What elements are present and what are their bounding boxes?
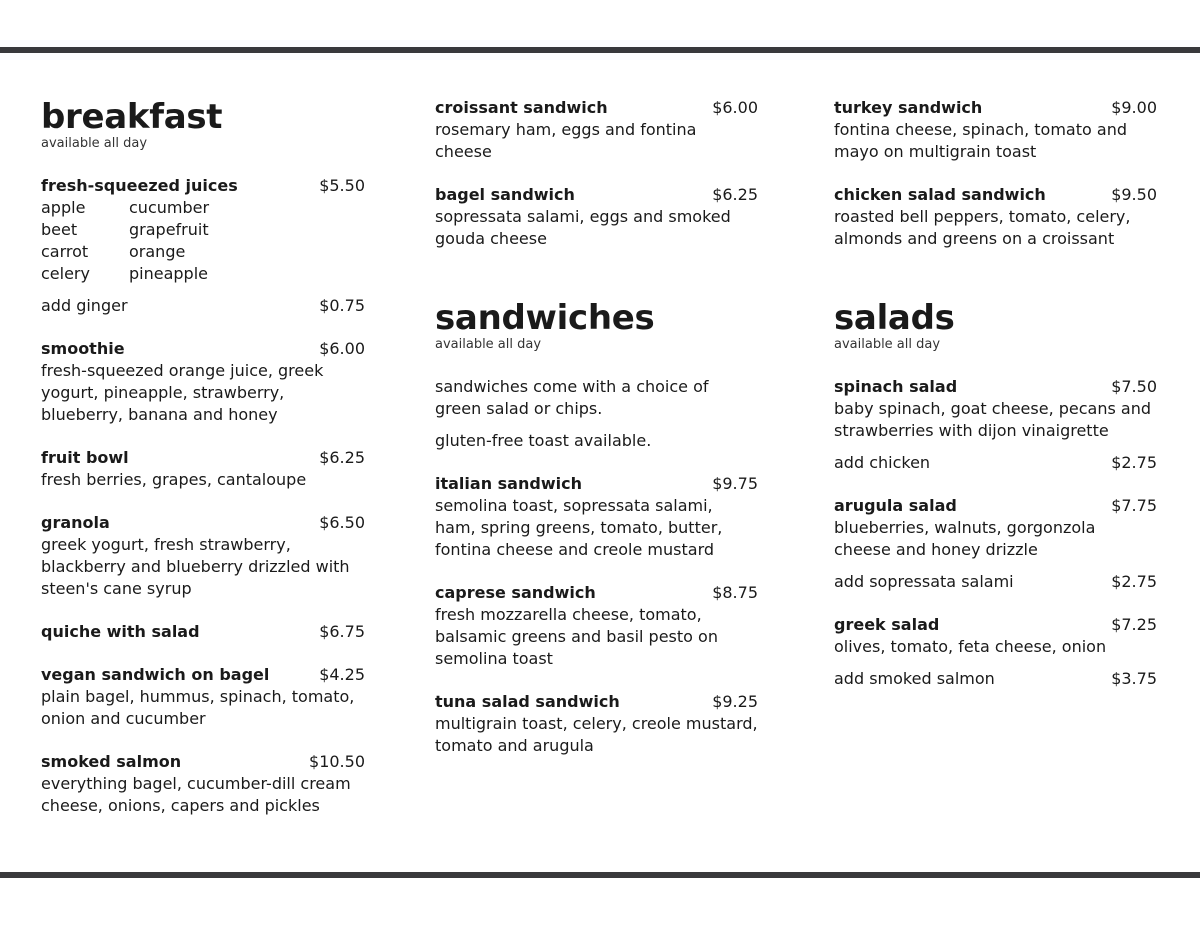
item-description: baby spinach, goat cheese, pecans and strawberries with dijon vinaigrette bbox=[834, 399, 1152, 440]
addon-smoked-salmon bbox=[834, 668, 1157, 690]
item-name: chicken salad sandwich bbox=[834, 185, 1046, 204]
item-price: $6.75 bbox=[319, 622, 365, 641]
item-description: multigrain toast, celery, creole mustard, tomato and arugula bbox=[435, 714, 758, 755]
item-name: vegan sandwich on bagel bbox=[41, 665, 270, 684]
sandwiches-title: sandwiches bbox=[435, 298, 655, 338]
item-price: $9.00 bbox=[1111, 98, 1157, 117]
item-name: caprese sandwich bbox=[435, 583, 596, 602]
addon-price: $3.75 bbox=[1111, 669, 1157, 688]
item-price: $9.50 bbox=[1111, 185, 1157, 204]
menu-item-turkey-sandwich bbox=[834, 97, 1157, 163]
addon-name: add smoked salmon bbox=[834, 669, 995, 688]
item-price: $5.50 bbox=[319, 176, 365, 195]
addon-price: $2.75 bbox=[1111, 453, 1157, 472]
breakfast-title: breakfast bbox=[41, 97, 223, 137]
item-description: rosemary ham, eggs and fontina cheese bbox=[435, 120, 697, 161]
menu-item-chicken-salad-sandwich bbox=[834, 184, 1157, 250]
salads-column bbox=[834, 97, 1157, 711]
bottom-border bbox=[0, 872, 1200, 878]
addon-name: add chicken bbox=[834, 453, 931, 472]
menu-item-spinach-salad bbox=[834, 376, 1157, 442]
sandwiches-column bbox=[435, 97, 758, 778]
juice-flavors bbox=[41, 197, 365, 285]
sandwiches-note-sides: sandwiches come with a choice of green salad or chips. bbox=[435, 377, 709, 418]
item-name: greek salad bbox=[834, 615, 940, 634]
menu-item-vegan-sandwich bbox=[41, 664, 365, 730]
juice-flavor: orange bbox=[129, 242, 186, 261]
item-price: $7.50 bbox=[1111, 377, 1157, 396]
sandwiches-note-gluten-free: gluten-free toast available. bbox=[435, 431, 652, 450]
addon-sopressata-salami bbox=[834, 571, 1157, 593]
item-name: smoothie bbox=[41, 339, 125, 358]
juice-flavor: beet bbox=[41, 220, 78, 239]
item-description: fresh-squeezed orange juice, greek yogurt, pineapple, strawberry, blueberry, banana and honey bbox=[41, 361, 324, 424]
menu-item-tuna-salad-sandwich bbox=[435, 691, 758, 757]
item-price: $7.75 bbox=[1111, 496, 1157, 515]
menu-item-bagel-sandwich bbox=[435, 184, 758, 250]
item-price: $6.00 bbox=[319, 339, 365, 358]
juice-flavor: apple bbox=[41, 198, 86, 217]
item-name: tuna salad sandwich bbox=[435, 692, 620, 711]
menu-item-granola bbox=[41, 512, 365, 600]
item-description: greek yogurt, fresh strawberry, blackberry and blueberry drizzled with steen's cane syrup bbox=[41, 535, 350, 598]
menu-item-croissant-sandwich bbox=[435, 97, 758, 163]
item-name: croissant sandwich bbox=[435, 98, 608, 117]
menu-item-caprese-sandwich bbox=[435, 582, 758, 670]
item-price: $6.00 bbox=[712, 98, 758, 117]
addon-price: $0.75 bbox=[319, 296, 365, 315]
item-description: roasted bell peppers, tomato, celery, almonds and greens on a croissant bbox=[834, 207, 1131, 248]
item-description: olives, tomato, feta cheese, onion bbox=[834, 637, 1107, 656]
menu-item-fruit-bowl bbox=[41, 447, 365, 491]
item-description: plain bagel, hummus, spinach, tomato, onion and cucumber bbox=[41, 687, 355, 728]
menu-item-smoked-salmon bbox=[41, 751, 365, 817]
juice-flavor: grapefruit bbox=[129, 220, 209, 239]
menu-item-arugula-salad bbox=[834, 495, 1157, 561]
item-name: granola bbox=[41, 513, 110, 532]
menu-item-italian-sandwich bbox=[435, 473, 758, 561]
item-name: smoked salmon bbox=[41, 752, 182, 771]
addon-name: add ginger bbox=[41, 296, 128, 315]
item-description: fresh berries, grapes, cantaloupe bbox=[41, 470, 307, 489]
item-price: $8.75 bbox=[712, 583, 758, 602]
salads-title: salads bbox=[834, 298, 955, 338]
item-name: italian sandwich bbox=[435, 474, 582, 493]
item-description: sopressata salami, eggs and smoked gouda cheese bbox=[435, 207, 731, 248]
item-price: $6.25 bbox=[319, 448, 365, 467]
addon-ginger bbox=[41, 295, 365, 317]
item-name: quiche with salad bbox=[41, 622, 200, 641]
sandwiches-subtitle: available all day bbox=[435, 337, 542, 352]
addon-price: $2.75 bbox=[1111, 572, 1157, 591]
menu-item-smoothie bbox=[41, 338, 365, 426]
salads-subtitle: available all day bbox=[834, 337, 941, 352]
juice-flavor: cucumber bbox=[129, 198, 210, 217]
juice-flavor: carrot bbox=[41, 242, 89, 261]
item-name: fresh-squeezed juices bbox=[41, 176, 238, 195]
item-name: bagel sandwich bbox=[435, 185, 575, 204]
item-price: $7.25 bbox=[1111, 615, 1157, 634]
item-price: $9.25 bbox=[712, 692, 758, 711]
juice-flavor: celery bbox=[41, 264, 90, 283]
item-description: fontina cheese, spinach, tomato and mayo on multigrain toast bbox=[834, 120, 1127, 161]
item-price: $10.50 bbox=[309, 752, 365, 771]
menu-item-juices bbox=[41, 175, 365, 285]
item-name: turkey sandwich bbox=[834, 98, 983, 117]
juice-flavor: pineapple bbox=[129, 264, 208, 283]
breakfast-column bbox=[41, 97, 365, 838]
item-description: semolina toast, sopressata salami, ham, spring greens, tomato, butter, fontina cheese and creole mustard bbox=[435, 496, 723, 559]
addon-name: add sopressata salami bbox=[834, 572, 1014, 591]
item-price: $9.75 bbox=[712, 474, 758, 493]
item-name: spinach salad bbox=[834, 377, 958, 396]
item-price: $6.25 bbox=[712, 185, 758, 204]
item-description: fresh mozzarella cheese, tomato, balsamic greens and basil pesto on semolina toast bbox=[435, 605, 718, 668]
addon-chicken bbox=[834, 452, 1157, 474]
item-price: $4.25 bbox=[319, 665, 365, 684]
top-border bbox=[0, 47, 1200, 53]
menu-item-greek-salad bbox=[834, 614, 1157, 658]
item-name: fruit bowl bbox=[41, 448, 129, 467]
menu-item-quiche bbox=[41, 621, 365, 643]
item-name: arugula salad bbox=[834, 496, 957, 515]
breakfast-subtitle: available all day bbox=[41, 136, 148, 151]
item-price: $6.50 bbox=[319, 513, 365, 532]
item-description: everything bagel, cucumber-dill cream cheese, onions, capers and pickles bbox=[41, 774, 351, 815]
item-description: blueberries, walnuts, gorgonzola cheese and honey drizzle bbox=[834, 518, 1096, 559]
